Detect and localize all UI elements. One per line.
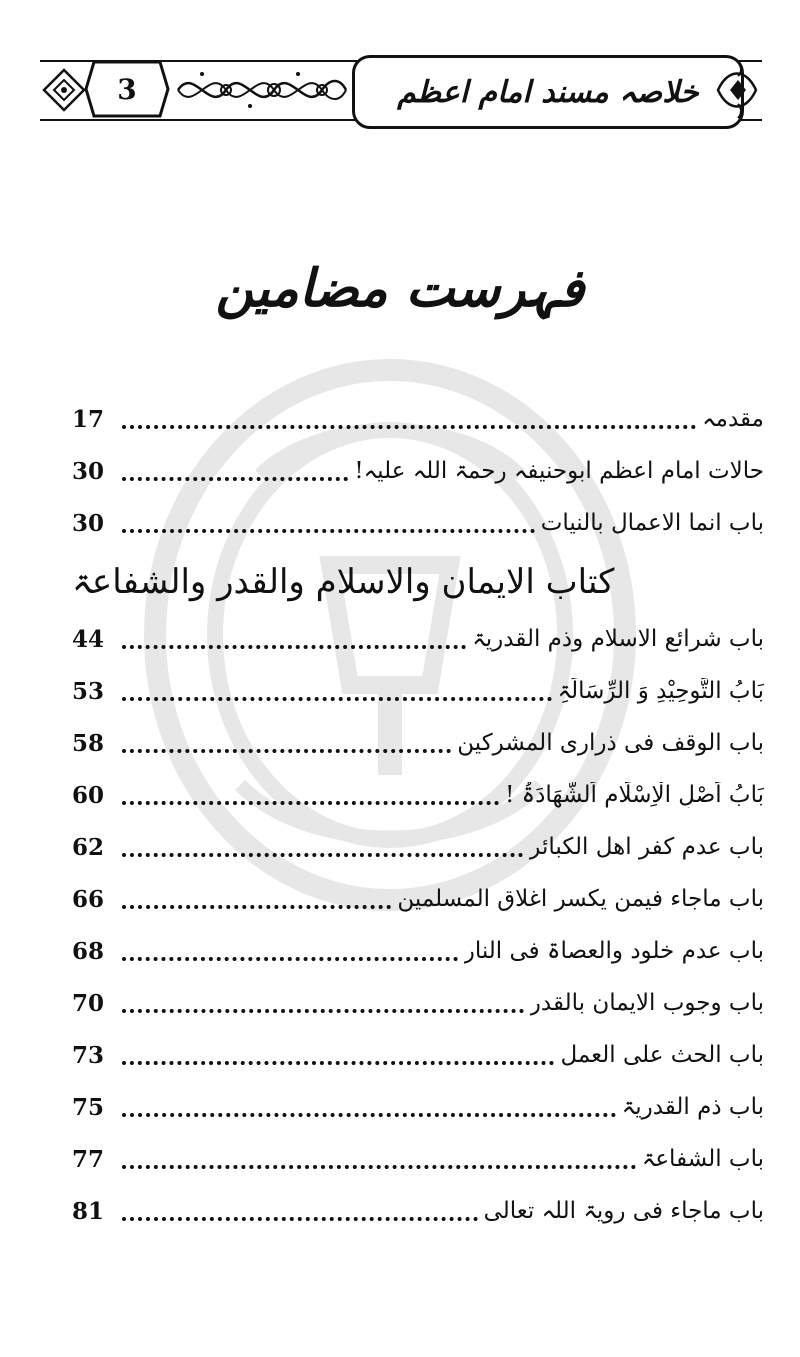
toc-entry[interactable] — [72, 1185, 764, 1237]
dot-leader — [122, 937, 458, 961]
left-flourish-icon — [40, 56, 88, 124]
dot-leader — [122, 1093, 616, 1117]
dot-leader — [122, 885, 391, 909]
section-heading: کتاب الایمان والاسلام والقدر والشفاعۃ — [72, 561, 615, 602]
toc-entry-label: باب عدم کفر اھل الکبائر — [529, 834, 764, 860]
toc-entry[interactable] — [72, 445, 764, 497]
toc-entry[interactable] — [72, 717, 764, 769]
toc-entry-label: باب عدم خلود والعصاۃ فی النار — [463, 938, 764, 964]
dot-leader — [122, 729, 451, 753]
toc-page-number: 30 — [72, 457, 105, 485]
toc-entry[interactable] — [72, 1029, 764, 1081]
page-number-box — [84, 58, 170, 120]
dot-leader — [122, 833, 523, 857]
toc-page-number: 62 — [72, 833, 105, 861]
toc-entry-label: حالات امام اعظم ابوحنیفہ رحمۃ اللہ علیہ! — [354, 458, 764, 484]
dot-leader — [122, 677, 552, 701]
toc-entry-label: مقدمہ — [702, 406, 764, 432]
toc-entry[interactable] — [72, 769, 764, 821]
running-title: خلاصہ مسند امام اعظم — [352, 55, 744, 129]
floral-border-icon — [174, 60, 350, 120]
toc-entry[interactable] — [72, 873, 764, 925]
toc-page-number: 66 — [72, 885, 105, 913]
toc-entry-label: باب انما الاعمال بالنیات — [540, 510, 764, 536]
toc-entry-label: باب الحث علی العمل — [560, 1042, 764, 1068]
toc-entry-label: باب الوقف فی ذراری المشرکین — [457, 730, 764, 756]
toc-entry[interactable] — [72, 821, 764, 873]
toc-page-number: 73 — [72, 1041, 105, 1069]
toc-page-number: 60 — [72, 781, 105, 809]
toc-entry-label: باب ذم القدریۃ — [621, 1094, 764, 1120]
toc-page-number: 58 — [72, 729, 105, 757]
dot-leader — [122, 1145, 636, 1169]
toc-page-number: 81 — [72, 1197, 105, 1225]
toc-entry[interactable] — [72, 393, 764, 445]
toc-entry[interactable] — [72, 613, 764, 665]
toc-page-number: 68 — [72, 937, 105, 965]
dot-leader — [122, 1197, 478, 1221]
toc-entry[interactable] — [72, 497, 764, 549]
toc-page-number: 44 — [72, 625, 105, 653]
page-number: 3 — [117, 72, 137, 106]
dot-leader — [122, 781, 499, 805]
toc-page-number: 77 — [72, 1145, 105, 1173]
toc-entry-label: بَابُ التَّوحِیْدِ وَ الرِّسَالَۃِ — [557, 678, 764, 704]
toc-entry[interactable] — [72, 977, 764, 1029]
toc-entry[interactable] — [72, 1133, 764, 1185]
toc-page-number: 75 — [72, 1093, 105, 1121]
toc-entry-label: باب وجوب الایمان بالقدر — [529, 990, 764, 1016]
toc-entry-label: باب الشفاعۃ — [641, 1146, 764, 1172]
toc-entry-label: باب ماجاء فی رویۃ اللہ تعالی — [483, 1198, 764, 1224]
toc-page-number: 30 — [72, 509, 105, 537]
right-flourish-icon — [712, 58, 762, 122]
dot-leader — [122, 989, 524, 1013]
toc-entry-label: باب ماجاء فیمن یکسر اغلاق المسلمین — [397, 886, 764, 912]
dot-leader — [122, 509, 535, 533]
dot-leader — [122, 405, 696, 429]
page-title: فہرست مضامین — [215, 258, 585, 319]
toc-page-number: 70 — [72, 989, 105, 1017]
dot-leader — [122, 457, 348, 481]
dot-leader — [122, 1041, 554, 1065]
page-header — [40, 52, 762, 128]
toc-entry[interactable] — [72, 925, 764, 977]
table-of-contents — [72, 393, 764, 1237]
dot-leader — [122, 625, 466, 649]
toc-page-number: 17 — [72, 405, 105, 433]
toc-page-number: 53 — [72, 677, 105, 705]
toc-entry[interactable] — [72, 1081, 764, 1133]
toc-entry[interactable] — [72, 665, 764, 717]
toc-entry-label: باب شرائع الاسلام وذم القدریۃ — [472, 626, 764, 652]
toc-entry-label: بَابُ اَصْلِ الْاِسْلَامِ اَلشَّهَادَۃُ ! — [505, 782, 764, 808]
